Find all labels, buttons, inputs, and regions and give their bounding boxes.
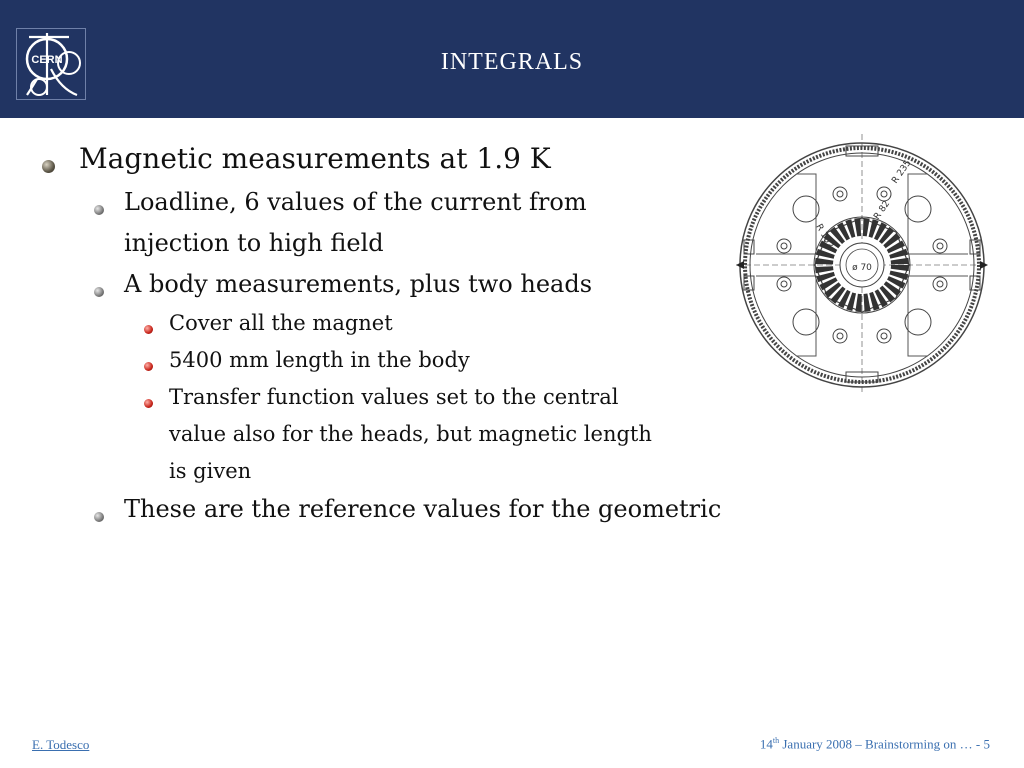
bullet-text-level-2: Loadline, 6 values of the current from xyxy=(124,188,587,216)
footer-day: 14 xyxy=(759,736,773,752)
bullet-text-level-3: value also for the heads, but magnetic length xyxy=(169,422,652,446)
footer-date xyxy=(760,736,990,752)
bullet-marker-level-2 xyxy=(94,287,104,297)
bullet-text-level-2: A body measurements, plus two heads xyxy=(124,270,593,298)
label-d-core: ø 70 xyxy=(852,263,872,273)
footer-day-suffix: th xyxy=(772,736,780,745)
bullet-marker-level-3 xyxy=(144,399,153,408)
bullet-text-level-2: injection to high field xyxy=(124,229,384,257)
slide-title: integrals xyxy=(440,40,584,77)
logo-text: CERN xyxy=(31,54,63,66)
bullet-text-level-2: These are the reference values for the geometric xyxy=(124,495,722,523)
bullet-marker-level-1 xyxy=(42,160,55,173)
bullet-text-level-3: Transfer function values set to the central xyxy=(169,385,619,409)
footer-rest: January 2008 – Brainstorming on … - 5 xyxy=(779,736,990,752)
label-r-outer: R 235 xyxy=(890,158,914,186)
bullet-marker-level-3 xyxy=(144,325,153,334)
label-r-inner: R 82 xyxy=(872,199,893,222)
bullet-text-level-3: Cover all the magnet xyxy=(169,311,393,335)
bullet-text-level-3: is given xyxy=(169,459,252,483)
header-bar xyxy=(0,0,1024,118)
bullet-marker-level-2 xyxy=(94,205,104,215)
magnet-cross-section-diagram xyxy=(736,134,988,394)
bullet-text-level-1: Magnetic measurements at 1.9 K xyxy=(79,142,551,175)
bullet-marker-level-2 xyxy=(94,512,104,522)
bullet-marker-level-3 xyxy=(144,362,153,371)
label-r-mid: R 102 xyxy=(813,222,836,251)
author-link[interactable]: E. Todesco xyxy=(32,737,90,752)
bullet-text-level-3: 5400 mm length in the body xyxy=(169,348,470,372)
